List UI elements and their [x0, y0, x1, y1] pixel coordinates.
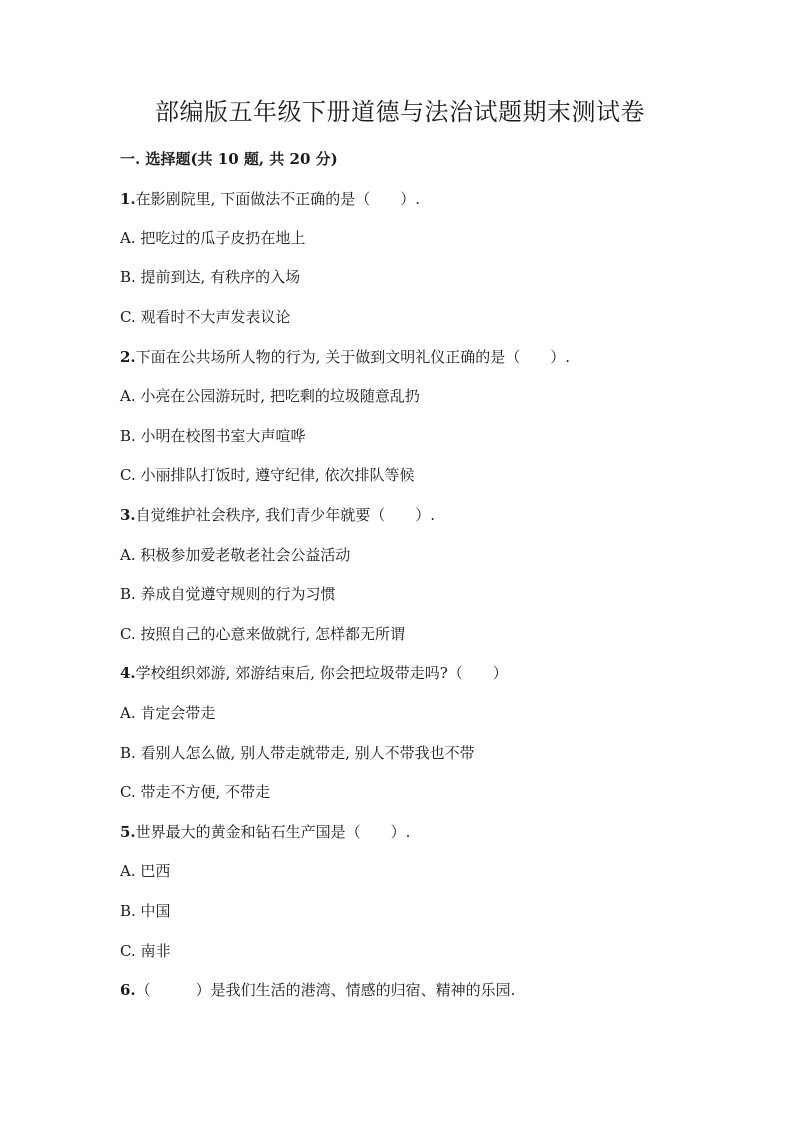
option-5b: B. 中国	[120, 902, 171, 920]
question-3	[120, 504, 435, 526]
option-2b: B. 小明在校图书室大声喧哗	[120, 427, 306, 445]
question-text: 学校组织郊游, 郊游结束后, 你会把垃圾带走吗?（ ）	[135, 664, 508, 682]
question-text: （ ）是我们生活的港湾、情感的归宿、精神的乐园.	[135, 981, 516, 999]
option-4c: C. 带走不方便, 不带走	[120, 783, 271, 801]
option-4a: A. 肯定会带走	[120, 704, 216, 722]
option-3c: C. 按照自己的心意来做就行, 怎样都无所谓	[120, 625, 406, 643]
question-6	[120, 979, 515, 1001]
option-1b: B. 提前到达, 有秩序的入场	[120, 268, 301, 286]
option-4b: B. 看别人怎么做, 别人带走就带走, 别人不带我也不带	[120, 744, 475, 762]
question-number: 5.	[120, 823, 136, 841]
question-5	[120, 821, 410, 843]
question-1	[120, 188, 420, 210]
option-2c: C. 小丽排队打饭时, 遵守纪律, 依次排队等候	[120, 466, 415, 484]
question-text: 下面在公共场所人物的行为, 关于做到文明礼仪正确的是（ ）.	[135, 348, 570, 366]
option-1a: A. 把吃过的瓜子皮扔在地上	[120, 229, 306, 247]
question-text: 世界最大的黄金和钻石生产国是（ ）.	[135, 823, 411, 841]
question-4	[120, 662, 508, 684]
question-number: 3.	[120, 506, 136, 524]
page-title: 部编版五年级下册道德与法治试题期末测试卷	[155, 98, 645, 126]
question-2	[120, 346, 570, 368]
option-3a: A. 积极参加爱老敬老社会公益活动	[120, 546, 351, 564]
question-number: 1.	[120, 190, 136, 208]
option-5c: C. 南非	[120, 942, 171, 960]
option-3b: B. 养成自觉遵守规则的行为习惯	[120, 585, 336, 603]
option-2a: A. 小亮在公园游玩时, 把吃剩的垃圾随意乱扔	[120, 387, 420, 405]
option-5a: A. 巴西	[120, 862, 171, 880]
section-heading: 一. 选择题(共 10 题, 共 20 分)	[120, 150, 338, 168]
question-number: 4.	[120, 664, 136, 682]
question-text: 自觉维护社会秩序, 我们青少年就要（ ）.	[135, 506, 435, 524]
question-number: 2.	[120, 348, 136, 366]
question-text: 在影剧院里, 下面做法不正确的是（ ）.	[135, 190, 420, 208]
question-number: 6.	[120, 981, 136, 999]
option-1c: C. 观看时不大声发表议论	[120, 308, 291, 326]
